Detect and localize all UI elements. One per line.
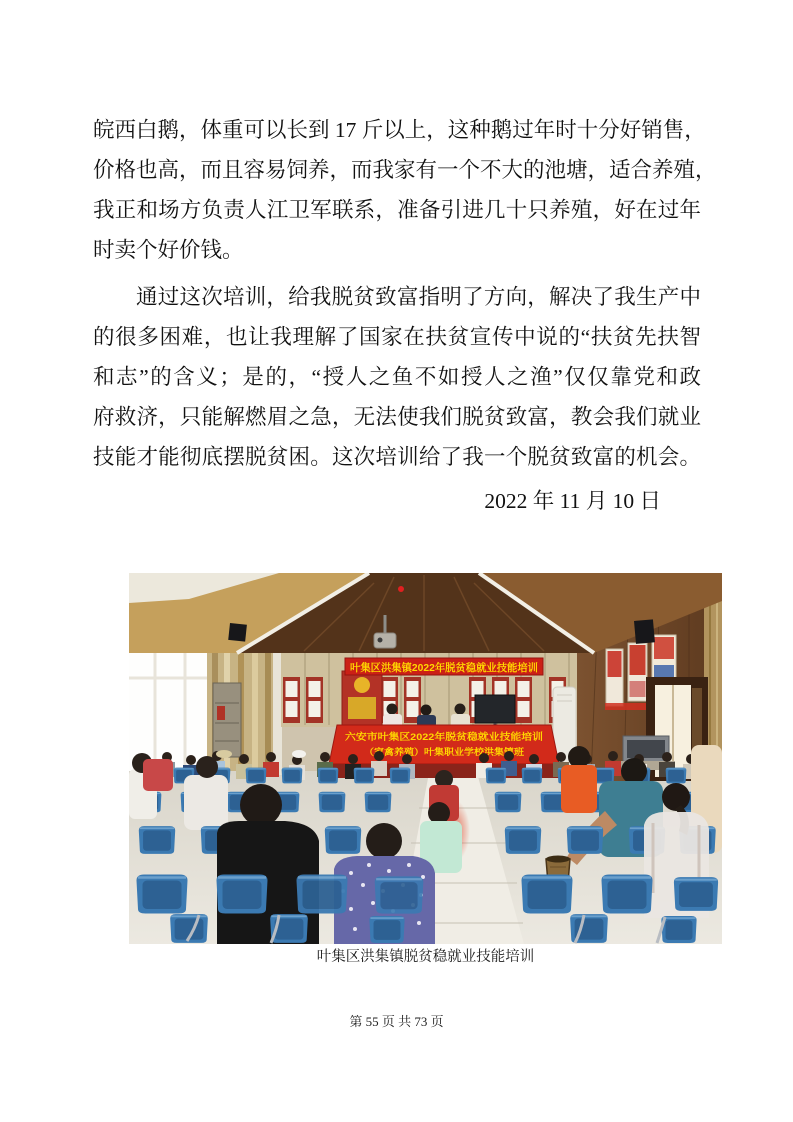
text-line: 的很多困难，也让我理解了国家在扶贫宣传中说的“扶贫先扶智 bbox=[93, 325, 701, 349]
party-emblem-poster bbox=[342, 671, 382, 725]
text-line: 价格也高，而且容易饲养，而我家有一个不大的池塘，适合养殖， bbox=[93, 158, 717, 182]
body-text bbox=[93, 110, 717, 521]
display-cabinet bbox=[213, 683, 241, 757]
paragraph-1 bbox=[93, 110, 717, 270]
meeting-photo bbox=[129, 573, 722, 944]
table-banner-line2: （家禽养殖）叶集职业学校洪集镇班 bbox=[364, 747, 509, 757]
text-line: 技能才能彻底摆脱贫困。这次培训给了我一个脱贫致富的机会。 bbox=[93, 445, 701, 469]
meeting-room-scene bbox=[129, 573, 722, 944]
table-banner bbox=[329, 725, 559, 764]
stage-banner-text: 叶集区洪集镇2022年脱贫稳就业技能培训 bbox=[350, 662, 542, 674]
text-line: 时卖个好价钱。 bbox=[93, 238, 244, 262]
page-number: 第 55 页 共 73 页 bbox=[349, 1014, 444, 1029]
text-line: 皖西白鹅，体重可以长到 17 斤以上，这种鹅过年时十分好销售， bbox=[93, 118, 706, 142]
photo-caption: 叶集区洪集镇脱贫稳就业技能培训 bbox=[316, 949, 535, 965]
table-banner-line1: 六安市叶集区2022年脱贫稳就业技能培训 bbox=[345, 732, 519, 743]
head-table-people bbox=[383, 704, 470, 728]
paragraph-2 bbox=[93, 277, 701, 477]
text-line: 我正和场方负责人江卫军联系，准备引进几十只养殖，好在过年 bbox=[93, 198, 701, 222]
stage-banner bbox=[345, 658, 543, 675]
text-line: 通过这次培训，给我脱贫致富指明了方向，解决了我生产中 bbox=[136, 285, 701, 309]
text-line: 府救济，只能解燃眉之急，无法使我们脱贫致富，教会我们就业 bbox=[93, 405, 701, 429]
date-line: 2022 年 11 月 10 日 bbox=[484, 489, 661, 513]
text-line: 和志”的含义；是的，“授人之鱼不如授人之渔”仅仅靠党和政 bbox=[93, 365, 701, 389]
red-alarm-light bbox=[398, 586, 404, 592]
